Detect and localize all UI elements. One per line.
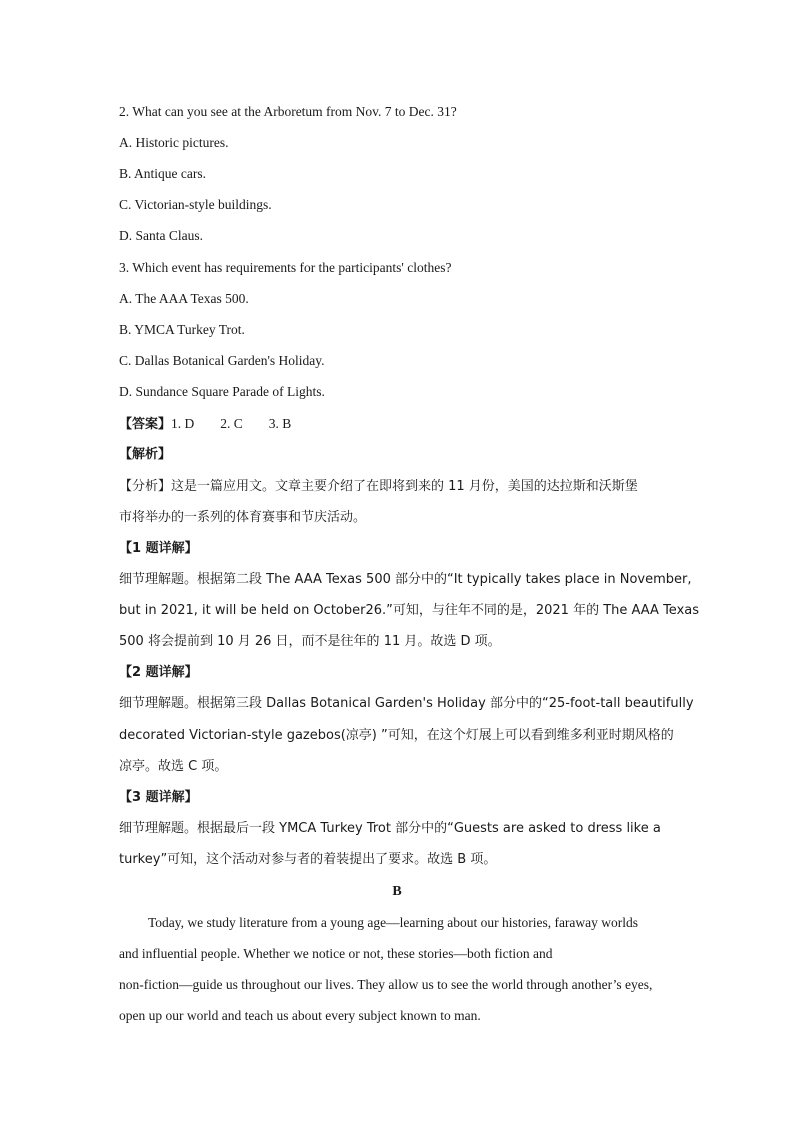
q3-option-c: C. Dallas Botanical Garden's Holiday.	[119, 353, 325, 368]
analysis-summary-line-2: 市将举办的一系列的体育赛事和节庆活动。	[119, 510, 367, 525]
detail-2-heading: 【2 题详解】	[119, 665, 198, 680]
detail-3-line-2: turkey”可知，这个活动对参与者的着装提出了要求。故选 B 项。	[119, 852, 497, 867]
q2-option-b: B. Antique cars.	[119, 166, 206, 181]
detail-1-line-1: 细节理解题。根据第二段 The AAA Texas 500 部分中的“It typically takes place in November,	[119, 572, 692, 587]
q3-option-b: B. YMCA Turkey Trot.	[119, 322, 245, 337]
q3-option-d: D. Sundance Square Parade of Lights.	[119, 384, 325, 399]
analysis-summary-line-1: 【分析】这是一篇应用文。文章主要介绍了在即将到来的 11 月份，美国的达拉斯和沃斯堡	[119, 479, 638, 494]
detail-2-line-2: decorated Victorian-style gazebos(凉亭) ”可知，在这个灯展上可以看到维多利亚时期风格的	[119, 728, 674, 743]
detail-1-line-2: but in 2021, it will be held on October26.”可知，与往年不同的是，2021 年的 The AAA Texas	[119, 603, 699, 618]
analysis-heading: 【解析】	[119, 447, 172, 462]
section-b-paragraph-line-3: non-fiction—guide us throughout our lives. They allow us to see the world through another’s eyes,	[119, 977, 653, 992]
q2-option-c: C. Victorian-style buildings.	[119, 197, 272, 212]
detail-2-line-1: 细节理解题。根据第三段 Dallas Botanical Garden's Holiday 部分中的“25-foot-tall beautifully	[119, 696, 694, 711]
section-b-paragraph-line-1: Today, we study literature from a young age—learning about our histories, faraway worlds	[148, 915, 639, 930]
q3-stem: 3. Which event has requirements for the participants' clothes?	[119, 260, 452, 275]
answer-line	[119, 415, 679, 434]
answer-2: 2. C	[220, 416, 243, 431]
q2-option-a: A. Historic pictures.	[119, 135, 229, 150]
q3-option-a: A. The AAA Texas 500.	[119, 291, 249, 306]
answer-1: 1. D	[171, 416, 195, 431]
detail-3-line-1: 细节理解题。根据最后一段 YMCA Turkey Trot 部分中的“Guests are asked to dress like a	[119, 821, 661, 836]
q2-option-d: D. Santa Claus.	[119, 228, 203, 243]
q2-stem: 2. What can you see at the Arboretum from Nov. 7 to Dec. 31?	[119, 104, 457, 119]
detail-1-heading: 【1 题详解】	[119, 541, 198, 556]
answer-label: 【答案】	[119, 417, 172, 432]
answer-3: 3. B	[268, 416, 292, 431]
detail-2-line-3: 凉亭。故选 C 项。	[119, 759, 228, 774]
detail-1-line-3: 500 将会提前到 10 月 26 日，而不是往年的 11 月。故选 D 项。	[119, 634, 501, 649]
section-b-paragraph-line-2: and influential people. Whether we notice or not, these stories—both fiction and	[119, 946, 553, 961]
section-b-title: B	[392, 884, 402, 899]
detail-3-heading: 【3 题详解】	[119, 790, 198, 805]
section-b-paragraph-line-4: open up our world and teach us about every subject known to man.	[119, 1008, 481, 1023]
